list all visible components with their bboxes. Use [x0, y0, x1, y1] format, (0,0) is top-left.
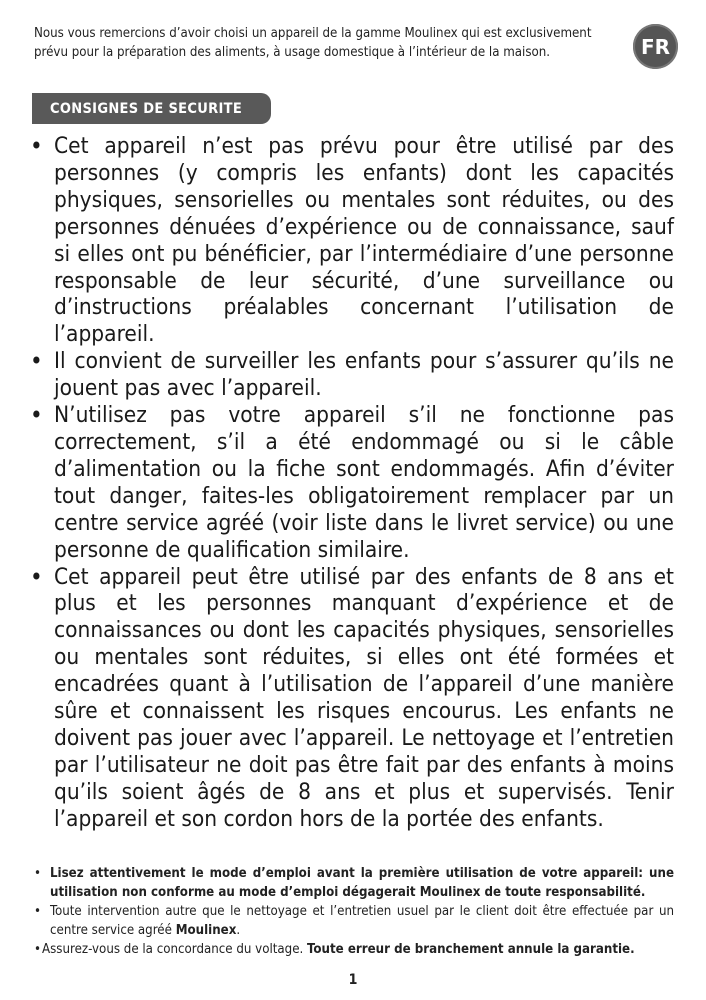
- note-item: [34, 902, 674, 940]
- note-item: [34, 940, 674, 959]
- bullet-icon: •: [34, 942, 41, 957]
- bullet-icon: •: [30, 347, 43, 376]
- brand-name: Moulinex: [175, 923, 237, 938]
- bullet-icon: •: [30, 132, 43, 160]
- note-item: [34, 864, 674, 902]
- intro-paragraph: Nous vous remercions d’avoir choisi un appareil de la gamme Moulinex qui est exclusivement prévu pour la préparation des aliments, à usage domestique à l’intérieur de la maison.: [34, 26, 592, 60]
- notes-list: [34, 864, 674, 959]
- note-bold-text: Lisez attentivement le mode d’emploi avant la première utilisation de votre appareil: une utilisation non conforme au mode d’emploi dégagerait Moulinex de toute responsabilité.: [50, 866, 674, 900]
- safety-item: [30, 402, 674, 563]
- safety-item-text: Cet appareil peut être utilisé par des enfants de 8 ans et plus et les personnes manquant d’expérience et de connaissances ou dont les capacités physiques, sensorielles ou mentales sont réduites, si elles ont été formées et encadrées quant à l’utilisation de l’appareil d’une manière sûre et connaissent les risques encourus. Les enfants ne doivent pas jouer avec l’appareil. Le nettoyage et l’entretien par l’utilisateur ne doit pas être fait par des enfants à moins qu’ils soient âgés de 8 ans et plus et supervisés. Tenir l’appareil et son cordon hors de la portée des enfants.: [54, 563, 674, 832]
- safety-item: [30, 133, 674, 348]
- safety-item-text: Il convient de surveiller les enfants pour s’assurer qu’ils ne jouent pas avec l’appareil.: [54, 348, 674, 402]
- warranty-warning: Toute erreur de branchement annule la garantie.: [307, 942, 635, 957]
- section-header: [32, 93, 271, 124]
- note-text: Toute intervention autre que le nettoyage et l’entretien usuel par le client doit être effectuée par un centre service agréé: [50, 904, 674, 938]
- safety-item-text: Cet appareil n’est pas prévu pour être utilisé par des personnes (y compris les enfants) dont les capacités physiques, sensorielles ou mentales sont réduites, ou des personnes dénuées d’expérience ou de connaissance, sauf si elles ont pu bénéficier, par l’intermédiaire d’une personne responsable de leur sécurité, d’une surveillance ou d’instructions préalables concernant l’utilisation de l’appareil.: [54, 133, 674, 348]
- bullet-icon: •: [34, 866, 41, 881]
- bullet-icon: •: [30, 401, 43, 430]
- bullet-icon: •: [30, 562, 43, 591]
- section-title: CONSIGNES DE SECURITE: [50, 100, 243, 117]
- safety-item: [30, 564, 674, 833]
- language-badge: FR: [633, 24, 678, 69]
- safety-list: [30, 133, 674, 833]
- page-number: 1: [348, 972, 358, 988]
- note-text-end: .: [236, 923, 241, 938]
- note-text: Assurez-vous de la concordance du voltage.: [42, 942, 308, 957]
- safety-item-text: N’utilisez pas votre appareil s’il ne fonctionne pas correctement, s’il a été endommagé ou si le câble d’alimentation ou la fiche sont endommagés. Afin d’éviter tout danger, faites-les obligatoirement remplacer par un centre service agréé (voir liste dans le livret service) ou une personne de qualification similaire.: [54, 402, 674, 563]
- safety-item: [30, 348, 674, 402]
- bullet-icon: •: [34, 904, 41, 919]
